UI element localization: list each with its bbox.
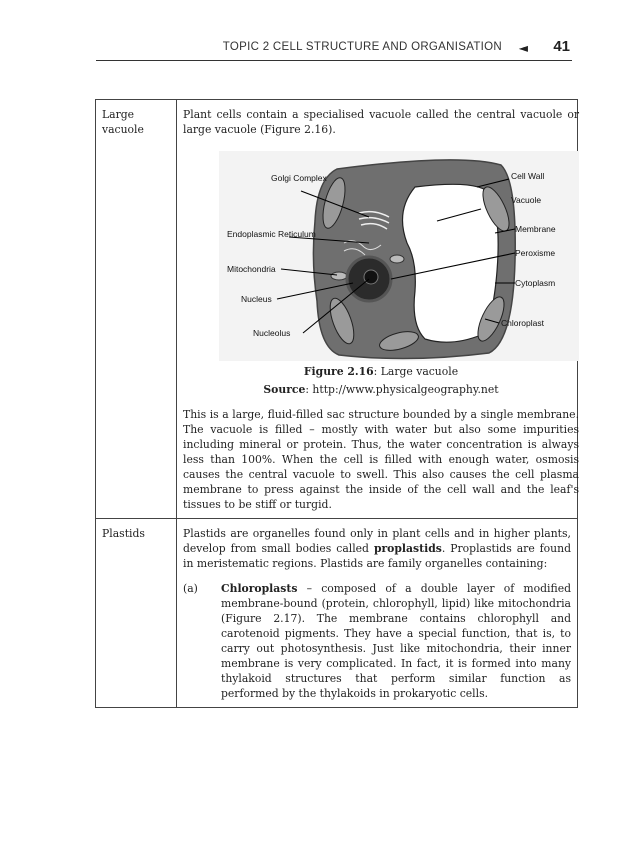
proplastids-term: proplastids bbox=[373, 542, 442, 555]
running-header bbox=[96, 38, 572, 61]
label-chloroplast: Chloroplast bbox=[501, 318, 544, 328]
table-row bbox=[96, 518, 577, 707]
label-membrane: Membrane bbox=[515, 224, 556, 234]
label-mitochondria: Mitochondria bbox=[227, 264, 276, 274]
page-number: 41 bbox=[553, 38, 570, 55]
intro-paragraph: Plant cells contain a specialised vacuole called the central vacuole or large vacuole (Figure 2.16). bbox=[183, 108, 579, 136]
label-peroxisme: Peroxisme bbox=[515, 248, 556, 258]
list-item-label: (a) bbox=[183, 582, 198, 595]
triangle-marker-icon: ◄ bbox=[518, 41, 528, 55]
label-vacuole: Vacuole bbox=[511, 195, 542, 205]
body-paragraph: This is a large, fluid-filled sac structure bounded by a single membrane. The vacuole is filled – mostly with water but also some impurities including mineral or protein. Thus, the water concentration is always less than 100%. When the cell is filled with enough water, osmosis causes the central vacuole to swell. This also causes the cell plasma membrane to press against the inside of the cell wall and the leaf's tissues to be stiff or turgid. bbox=[183, 408, 579, 511]
chloroplasts-term: Chloroplasts bbox=[221, 582, 298, 595]
list-item-text: Chloroplasts – composed of a double layer of modified membrane-bound (protein, chlorophyll, lipid) like mitochondria (Figure 2.17). The membrane contains chlorophyll and carotenoid pigments. They have a special function, that is, to carry out photosynthesis. Just like mitochondria, their inner membrane is very complicated. In fact, it is formed into many thylakoid structures that perform similar function as performed by the thylakoids in prokaryotic cells. bbox=[221, 582, 571, 700]
intro-paragraph: Plastids are organelles found only in plant cells and in higher plants, develop from small bodies called proplastids. Proplastids are found in meristematic regions. Plastids are family organelles containing: bbox=[183, 527, 571, 570]
content-table bbox=[95, 99, 578, 708]
figure-image bbox=[219, 151, 579, 361]
list-item bbox=[183, 581, 571, 701]
label-cell-wall: Cell Wall bbox=[511, 171, 545, 181]
header-topic: TOPIC 2 CELL STRUCTURE AND ORGANISATION bbox=[222, 41, 502, 53]
plant-cell-diagram bbox=[219, 151, 579, 361]
figure-caption bbox=[183, 364, 579, 379]
label-nucleus: Nucleus bbox=[241, 294, 272, 304]
source-label: Source bbox=[263, 383, 306, 396]
source-text: : http://www.physicalgeography.net bbox=[305, 383, 499, 396]
label-golgi: Golgi Complex bbox=[271, 173, 327, 183]
label-cytoplasm: Cytoplasm bbox=[515, 278, 556, 288]
description-cell bbox=[177, 519, 577, 707]
figure-source bbox=[183, 382, 579, 397]
label-er: Endoplasmic Reticulum bbox=[227, 229, 316, 239]
table-row bbox=[96, 100, 577, 518]
caption-text: : Large vacuole bbox=[373, 365, 459, 378]
term-cell: Large vacuole bbox=[96, 100, 177, 518]
description-cell bbox=[177, 100, 585, 518]
term-cell: Plastids bbox=[96, 519, 177, 707]
caption-label: Figure 2.16 bbox=[303, 365, 374, 378]
label-nucleolus: Nucleolus bbox=[253, 328, 291, 338]
